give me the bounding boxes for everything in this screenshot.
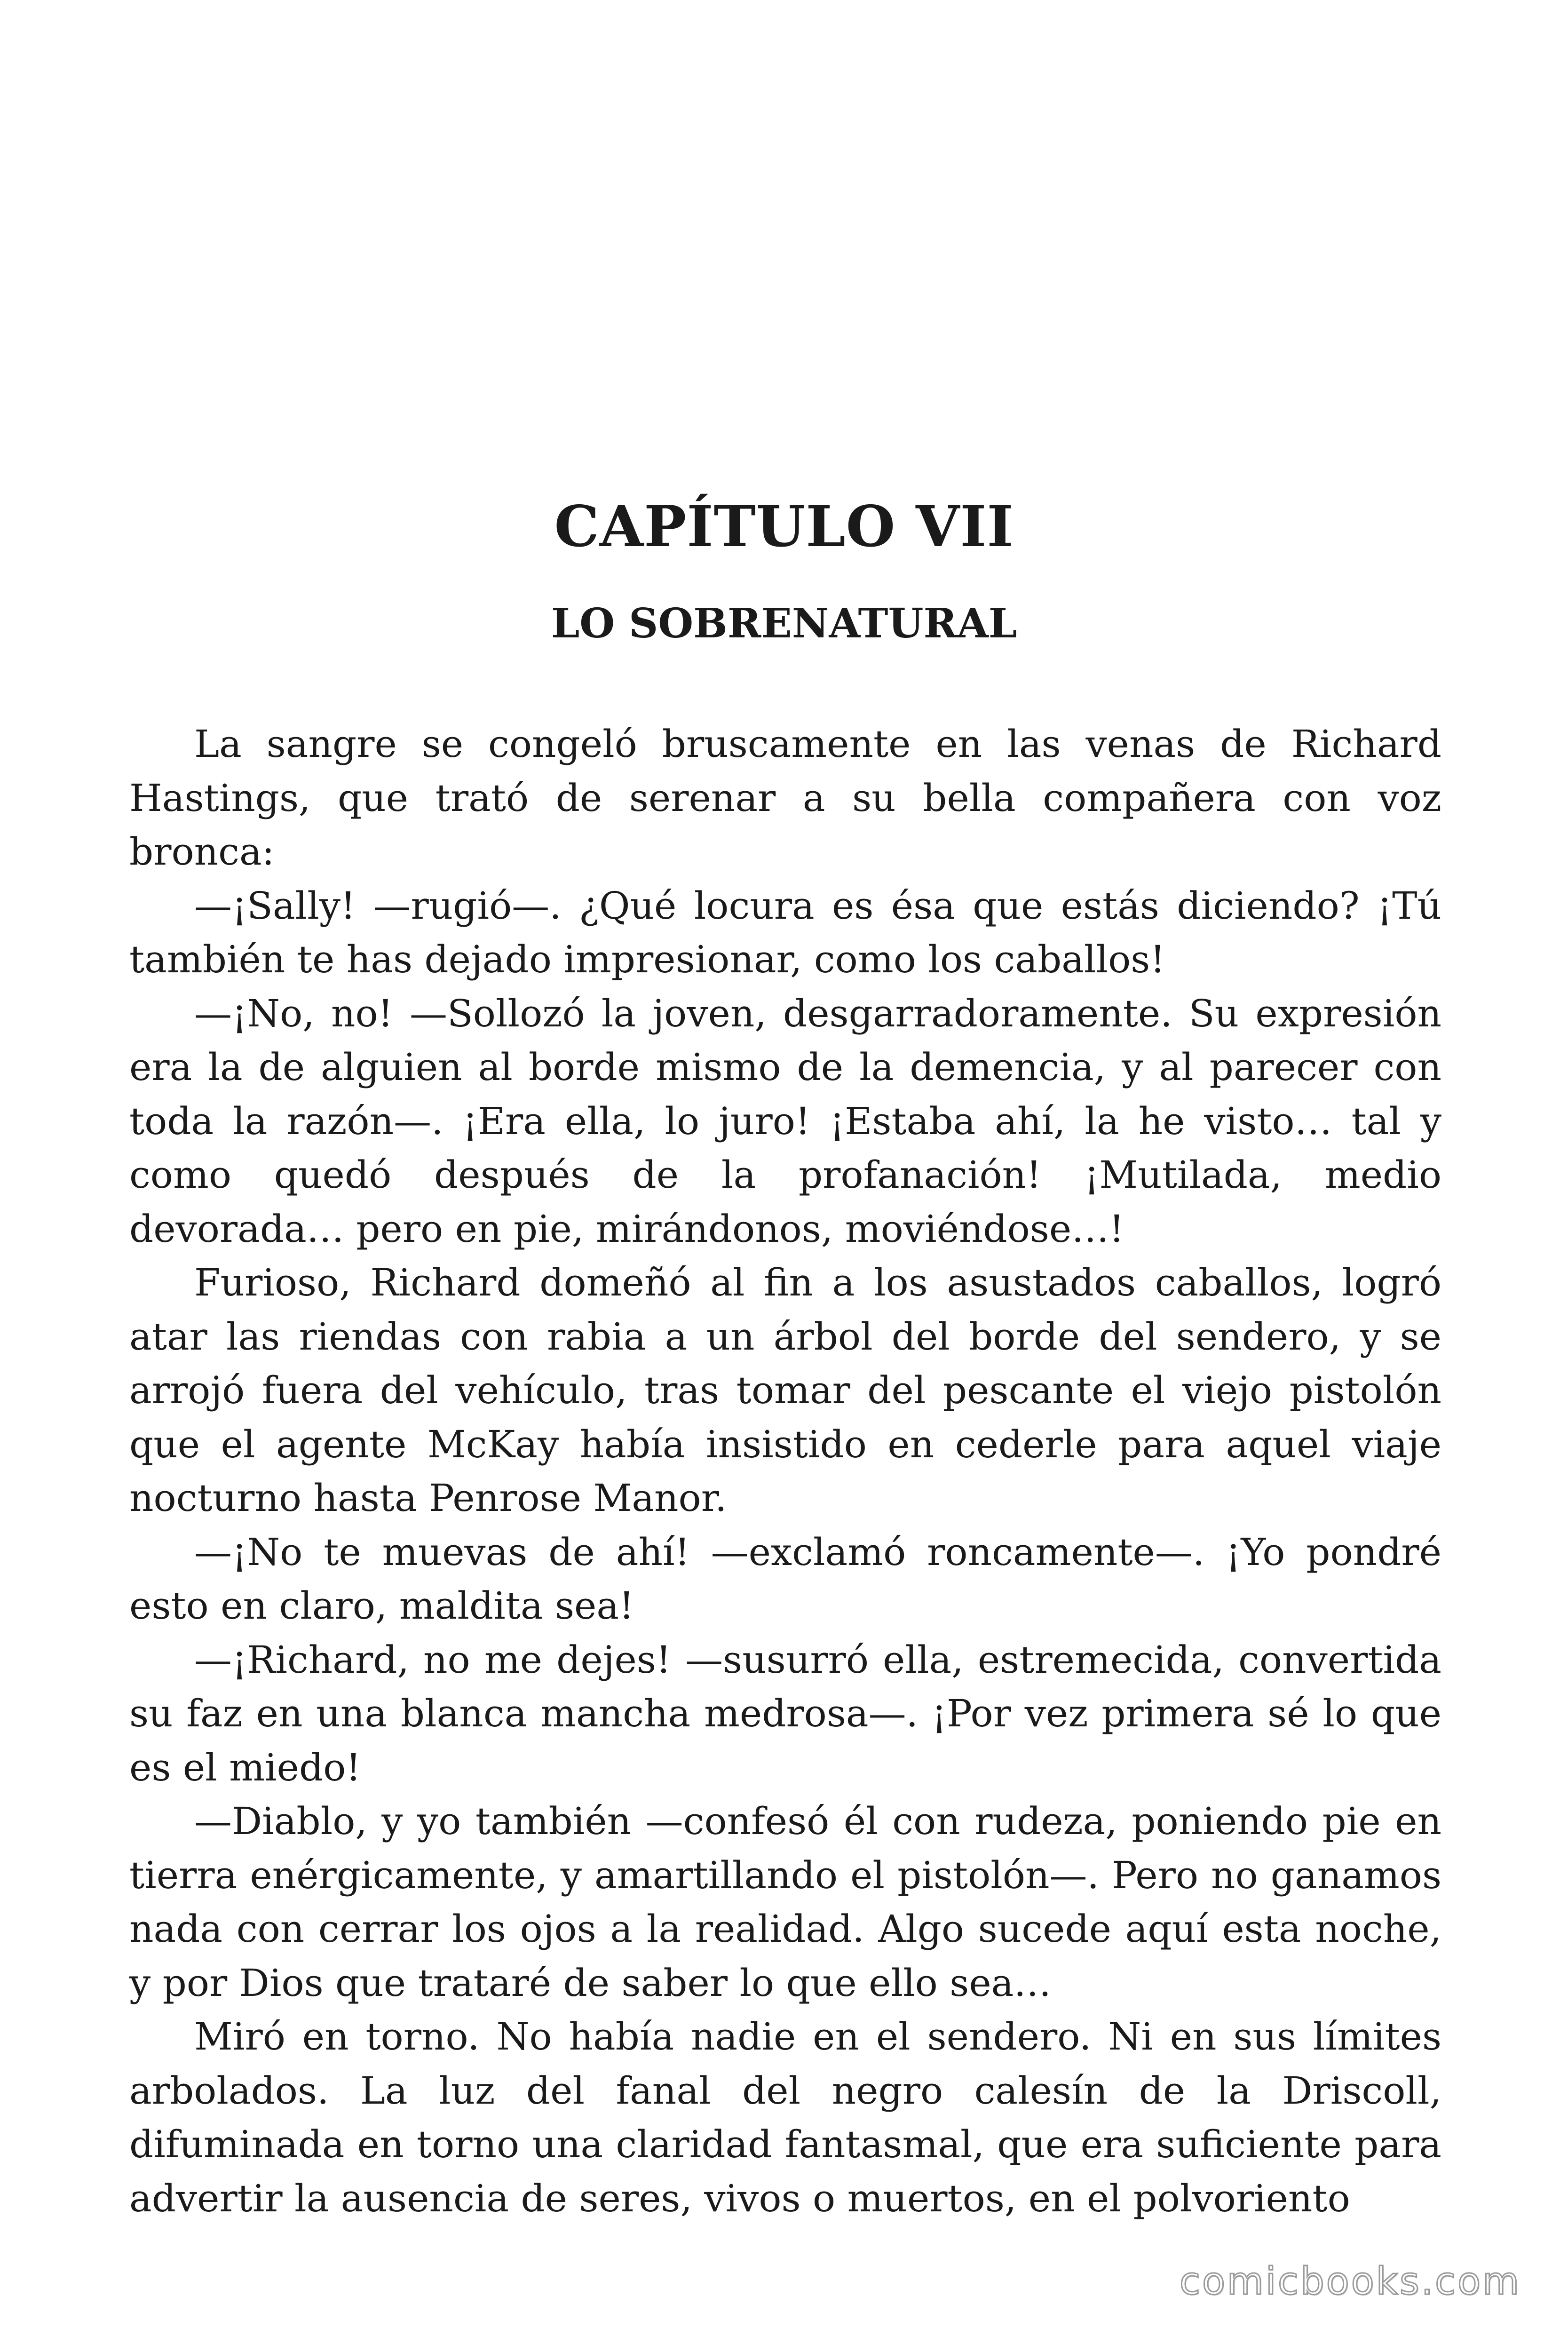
paragraph: —¡Sally! —rugió—. ¿Qué locura es ésa que estás diciendo? ¡Tú también te has dejado impresionar, como los caballos!: [129, 883, 1441, 981]
paragraph: —¡No te muevas de ahí! —exclamó roncamente—. ¡Yo pondré esto en claro, maldita sea!: [129, 1530, 1441, 1628]
paragraph: Furioso, Richard domeñó al fin a los asustados caballos, logró atar las riendas con rabia a un árbol del borde del sendero, y se arrojó fuera del vehículo, tras tomar del pescante el viejo pistolón que el agente McKay había insistido en cederle para aquel viaje nocturno hasta Penrose Manor.: [129, 1261, 1441, 1520]
body-text: [129, 717, 1441, 2225]
paragraph: La sangre se congeló bruscamente en las venas de Richard Hastings, que trató de serenar a su bella compañera con voz bronca:: [129, 722, 1441, 874]
paragraph: —Diablo, y yo también —confesó él con rudeza, poniendo pie en tierra enérgicamente, y amartillando el pistolón—. Pero no ganamos nada con cerrar los ojos a la realidad. Algo sucede aquí esta noche, y por Dios que trataré de saber lo que ello sea…: [129, 1799, 1441, 2005]
paragraph: —¡No, no! —Sollozó la joven, desgarradoramente. Su expresión era la de alguien al borde mismo de la demencia, y al parecer con toda la razón—. ¡Era ella, lo juro! ¡Estaba ahí, la he visto… tal y como quedó después de la profanación! ¡Mutilada, medio devorada… pero en pie, mirándonos, moviéndose…!: [129, 991, 1441, 1251]
chapter-subtitle: LO SOBRENATURAL: [551, 600, 1017, 648]
paragraph: Miró en torno. No había nadie en el sendero. Ni en sus límites arbolados. La luz del fanal del negro calesín de la Driscoll, difuminada en torno una claridad fantasmal, que era suficiente para advertir la ausencia de seres, vivos o muertos, en el polvoriento: [129, 2015, 1441, 2220]
chapter-title: CAPÍTULO VII: [554, 493, 1014, 560]
watermark: comicbooks.com: [1179, 2259, 1521, 2303]
paragraph: —¡Richard, no me dejes! —susurró ella, estremecida, convertida su faz en una blanca mancha medrosa—. ¡Por vez primera sé lo que es el miedo!: [129, 1637, 1441, 1789]
